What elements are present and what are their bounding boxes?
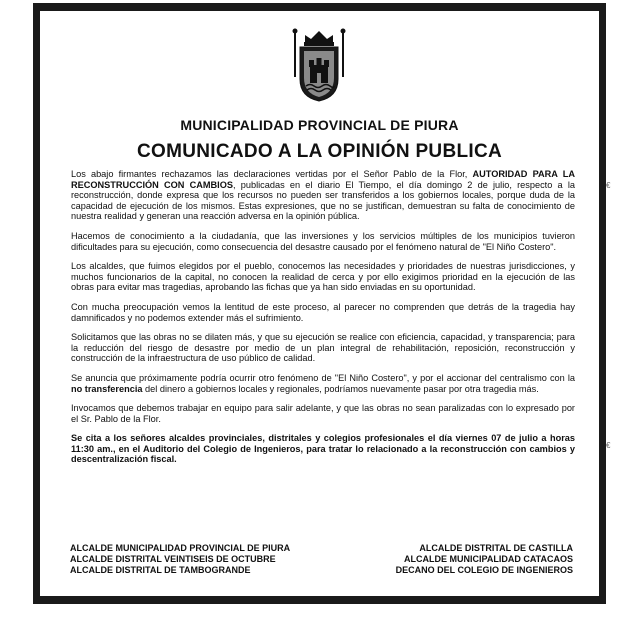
signatories-left (70, 543, 290, 576)
document-sheet (40, 11, 599, 596)
coat-of-arms-icon (291, 27, 347, 103)
paragraph-3: Los alcaldes, que fuimos elegidos por el pueblo, conocemos las necesidades y prioridades de nuestras jurisdicciones, y muchos funcionarios de la capital, no conocen la realidad de cerca y por ello exigimos prioridad en la ejecución de las obras para evitar mas tragedias, aprobando las fichas que ya han sido enviadas en su oportunidad. (71, 261, 575, 293)
document-frame (33, 3, 606, 604)
signatory: ALCALDE MUNICIPALIDAD CATACAOS (404, 554, 573, 564)
organization-name: MUNICIPALIDAD PROVINCIAL DE PIURA (180, 117, 459, 133)
statement-body (71, 169, 575, 474)
paragraph-2: Hacemos de conocimiento a la ciudadanía, que las inversiones y los servicios múltiples de los municipios tuvieron dificultades para su ejecución, como consecuencia del desastre causado por el fenómeno natural de "El Niño Costero". (71, 230, 575, 252)
paragraph-7: Invocamos que debemos trabajar en equipo para salir adelante, y que las obras no sean paralizadas con lo expresado por el Sr. Pablo de la Flor. (71, 403, 575, 424)
signatory: ALCALDE DISTRITAL DE CASTILLA (419, 543, 573, 553)
authority-name: AUTORIDAD PARA LA RECONSTRUCCIÓN CON CAMBIOS (71, 169, 575, 190)
emphasis-no-transferencia: no transferencia (71, 383, 143, 394)
signatory: ALCALDE DISTRITAL DE TAMBOGRANDE (70, 565, 251, 575)
margin-mark: € (606, 181, 611, 190)
margin-mark: € (606, 441, 611, 450)
page-title: COMUNICADO A LA OPINIÓN PUBLICA (136, 141, 502, 162)
signatory: ALCALDE DISTRITAL VEINTISEIS DE OCTUBRE (70, 554, 276, 564)
signatories-right (396, 543, 573, 576)
signatory: ALCALDE MUNICIPALIDAD PROVINCIAL DE PIURA (70, 543, 291, 553)
paragraph-5: Solicitamos que las obras no se dilaten más, y que su ejecución se realice con eficiencia, capacidad, y transparencia; para la reducción del riesgo de desastre por medio de un plan integral de rehabilitación, reposición, reconstrucción y construcción de la infraestructura de uso público de calidad. (71, 332, 575, 364)
signatory: DECANO DEL COLEGIO DE INGENIEROS (395, 565, 573, 575)
paragraph-6: Se anuncia que próximamente podría ocurrir otro fenómeno de "El Niño Costero", y por el accionar del centralismo con la no transferencia del dinero a gobiernos locales y regionales, podríamos nuevamente pasar por otra tragedia más. (71, 372, 575, 394)
paragraph-1: Los abajo firmantes rechazamos las declaraciones vertidas por el Señor Pablo de la Flor, AUTORIDAD PARA LA RECONSTRUCCIÓN CON CAMBIOS, publicadas en el diario El Tiempo, el día domingo 2 de julio, respecto a la reconstrucción, donde expresa que los recursos no pueden ser transferidos a los gobiernos locales, porque duda de la capacidad de ejecución de los mismos. Estas expresiones, que no se justifican, demuestran su falta de conocimiento de nuestra realidad y generan una reacción adversa en la opinión pública. (71, 169, 575, 222)
paragraph-4: Con mucha preocupación vemos la lentitud de este proceso, al parecer no comprenden que detrás de la tragedia hay damnificados y no podemos extender más el sufrimiento. (71, 301, 575, 323)
meeting-notice: Se cita a los señores alcaldes provinciales, distritales y colegios profesionales el día viernes 07 de julio a horas 11:30 am., en el Auditorio del Colegio de Ingenieros, para tratar lo relacionado a la reconstrucción con cambios y descentralización fiscal. (71, 433, 575, 465)
